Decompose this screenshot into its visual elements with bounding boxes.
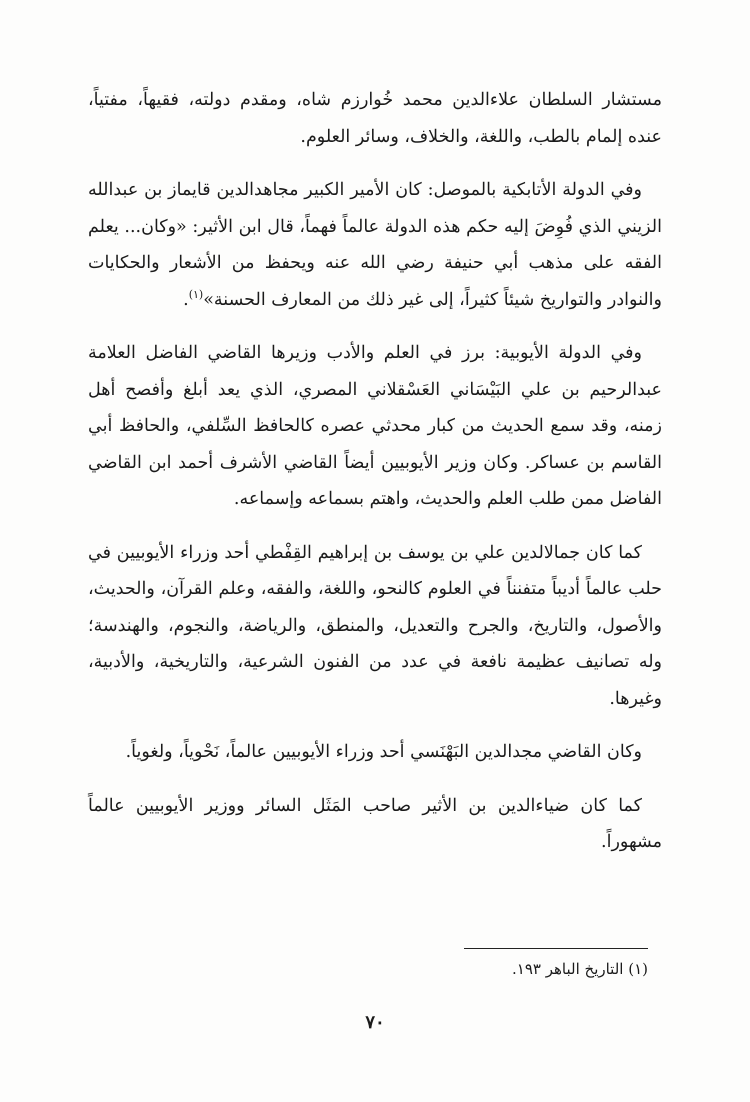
paragraph-3: وفي الدولة الأيوبية: برز في العلم والأدب وزيرها القاضي الفاضل العلامة عبدالرحيم بن علي البَيْسَاني العَسْقلاني المصري، الذي يعد أبلغ وأفصح أهل زمنه، وقد سمع الحديث من كبار محدثي عصره كالحافظ السِّلفي، والحافظ أبي القاسم بن عساكر. وكان وزير الأيوبيين أيضاً القاضي الأشرف أحمد ابن القاضي الفاضل ممن طلب العلم والحديث، واهتم بسماعه وإسماعه.: [88, 343, 662, 509]
footnote-reference: (١): [188, 287, 204, 301]
paragraph-2-text: وفي الدولة الأتابكية بالموصل: كان الأمير الكبير مجاهدالدين قايماز بن عبدالله الزيني الذي فُوِضَ إليه حكم هذه الدولة عالماً فهماً، قال ابن الأثير: «وكان... يعلم الفقه على مذهب أبي حنيفة رضي الله عنه ويحفظ من الأشعار والحكايات والنوادر والتواريخ شيئاً كثيراً، إلى غير ذلك من المعارف الحسنة»: [88, 180, 662, 310]
footnote-divider: [464, 948, 648, 949]
page-number: ٧٠: [365, 1012, 385, 1033]
paragraph-2: [88, 172, 662, 318]
paragraph-1: مستشار السلطان علاءالدين محمد خُوارزم شاه، ومقدم دولته، فقيهاً، مفتياً، عنده إلمام بالطب، واللغة، والخلاف، وسائر العلوم.: [88, 90, 662, 147]
paragraph-2-end-punct: .: [183, 289, 189, 310]
page-body: [88, 82, 662, 878]
paragraph-5: وكان القاضي مجدالدين البَهْنَسي أحد وزراء الأيوبيين عالماً، نَحْوياً، ولغوياً.: [125, 742, 642, 762]
footnote: (١) التاريخ الباهر ١٩٣.: [512, 960, 648, 978]
paragraph-6: كما كان ضياءالدين بن الأثير صاحب المَثَل السائر ووزير الأيوبيين عالماً مشهوراً.: [88, 795, 662, 852]
paragraph-4: كما كان جمالالدين علي بن يوسف بن إبراهيم القِفْطي أحد وزراء الأيوبيين في حلب عالماً أديباً متفنناً في العلوم كالنحو، واللغة، والفقه، وعلم القرآن، والحديث، والأصول، والتاريخ، والجرح والتعديل، والمنطق، والرياضة، والنجوم، والهندسة؛ وله تصانيف عظيمة نافعة في عدد من الفنون الشرعية، والتاريخية، والأدبية، وغيرها.: [88, 542, 662, 709]
